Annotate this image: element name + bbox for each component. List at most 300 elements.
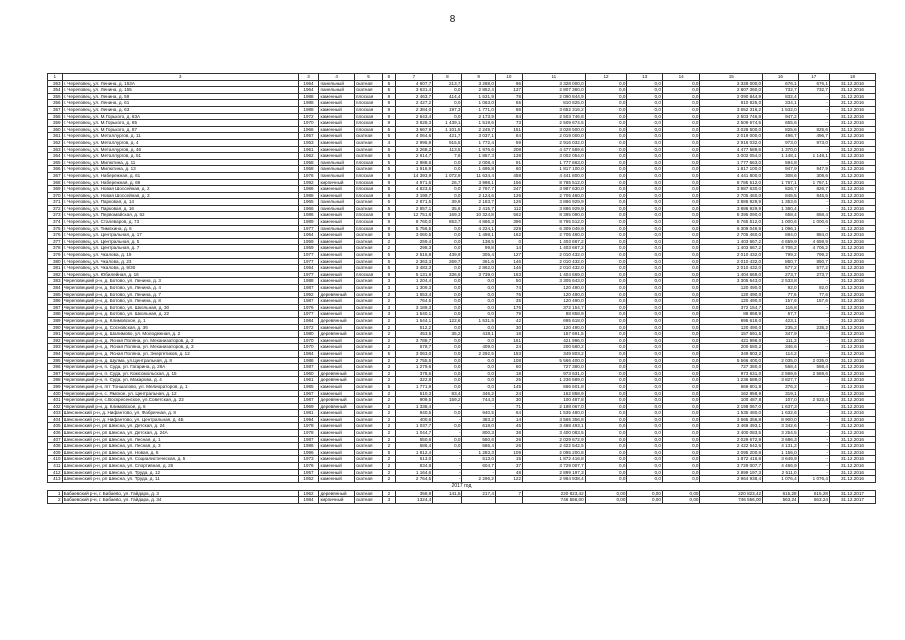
table-cell: 114,2 (763, 350, 799, 357)
table-cell: 5 (383, 252, 396, 259)
table-cell: 354 (48, 87, 63, 94)
table-cell: Череповецкий р-н, п. Суда, ул. Макарова, д. 4 (62, 377, 298, 384)
table-cell (433, 497, 462, 504)
table-cell: 359 (48, 120, 63, 127)
table-cell: 0,0 (627, 456, 663, 463)
table-cell: 0,0 (585, 291, 627, 298)
table-cell: 2 852,4 (462, 87, 495, 94)
column-header: 14 (662, 74, 700, 81)
table-cell: 1964 (298, 87, 319, 94)
table-cell: скатная (354, 298, 382, 305)
table-cell: 2 (383, 416, 396, 423)
table-cell: 2 767,7 (462, 186, 495, 193)
table-cell: 3 729 007,7 (523, 463, 586, 470)
table-cell: кирпичный (319, 179, 355, 186)
table-cell: г. Череповец, ул. Милютина, д. 11 (62, 159, 298, 166)
table-cell: 1 553,4 (395, 291, 433, 298)
table-cell: 31.12.2016 (829, 317, 875, 324)
table-cell: 3 400 083,5 (523, 430, 586, 437)
table-cell: 1 403 667,2 (523, 245, 586, 252)
table-cell: 4 477 589,6 (523, 146, 586, 153)
table-cell: Череповецкий р-н, д. Ясная Поляна, ул. Энергетиков, д. 12 (62, 350, 298, 357)
table-row (48, 311, 876, 318)
table-cell: 31.12.2017 (829, 497, 875, 504)
table-cell: 372 (48, 205, 63, 212)
table-cell: 368 (48, 179, 63, 186)
table-cell: Череповецкий р-н, д. Ботово, ул. Ленина, д. 4 (62, 285, 298, 292)
table-row (48, 199, 876, 206)
table-cell: каменный (319, 100, 355, 107)
table-cell: плоская (354, 186, 382, 193)
table-cell: 376 (48, 232, 63, 239)
table-cell: 2 173,9 (462, 113, 495, 120)
table-cell: 3 667,9 (395, 126, 433, 133)
table-cell: 64 (495, 410, 522, 417)
table-cell: 120 490,0 (700, 285, 763, 292)
table-cell: 0,0 (433, 364, 462, 371)
table-row (48, 106, 876, 113)
table-cell: г. Череповец, ул. М.Горького, д. 83А (62, 113, 298, 120)
table-cell: 0,0 (585, 278, 627, 285)
table-row (48, 126, 876, 133)
table-cell: панельный (319, 159, 355, 166)
table-cell: 0,0 (627, 403, 663, 410)
table-cell: плоская (354, 271, 382, 278)
table-cell: 369 (48, 186, 63, 193)
table-cell: 86 (495, 106, 522, 113)
table-cell: 3 002 054,0 (523, 153, 586, 160)
table-cell: 31.12.2016 (829, 219, 875, 226)
table-cell: 1 338,4 (395, 403, 433, 410)
table-cell: 0,0 (433, 298, 462, 305)
table-cell: - (798, 331, 829, 338)
table-cell: 1 519,6 (462, 120, 495, 127)
table-cell: 349 803,2 (700, 350, 763, 357)
table-cell: плоская (354, 106, 382, 113)
table-cell: 0,0 (662, 390, 700, 397)
table-cell: 0,0 (662, 350, 700, 357)
table-cell: 1 498,1 (462, 232, 495, 239)
table-cell: каменный (319, 153, 355, 160)
table-cell: каменный (319, 449, 355, 456)
table-cell: 0,0 (627, 383, 663, 390)
table-cell: 0,0 (627, 469, 663, 476)
table-cell: 0,00 (585, 497, 627, 504)
table-cell: 0,0 (627, 350, 663, 357)
table-cell: 408 (48, 443, 63, 450)
table-cell: 25 (495, 377, 522, 384)
table-row (48, 87, 876, 94)
table-cell: 31.12.2016 (829, 364, 875, 371)
table-cell: плоская (354, 219, 382, 226)
table-cell: 0,0 (585, 344, 627, 351)
table-cell: 31.12.2016 (829, 146, 875, 153)
table-cell: 1 535 480,0 (700, 410, 763, 417)
table-cell: 0,0 (433, 436, 462, 443)
table-cell: 0,0 (585, 153, 627, 160)
table-cell: 0,0 (585, 271, 627, 278)
table-cell: 5 566 400,0 (700, 357, 763, 364)
table-cell: 2 (383, 331, 396, 338)
table-cell: 7,8 (433, 153, 462, 160)
table-cell: 372 154,7 (523, 304, 586, 311)
table-cell: скатная (354, 403, 382, 410)
table-cell: 0,0 (662, 430, 700, 437)
table-cell: 1 148,1 (763, 153, 799, 160)
table-cell: 31.12.2016 (829, 232, 875, 239)
table-cell: 2 384,0 (395, 106, 433, 113)
table-cell: плоская (354, 120, 382, 127)
table-cell: 162 858,9 (700, 390, 763, 397)
table-cell: 0,0 (662, 238, 700, 245)
table-cell: 1 236 589,0 (523, 377, 586, 384)
table-cell: - (798, 430, 829, 437)
table-cell: 126 (495, 199, 522, 206)
table-cell: 0,0 (627, 100, 663, 107)
table-cell: 372 154,7 (700, 304, 763, 311)
table-cell: 1 072,9 (433, 172, 462, 179)
table-cell: 1973 (298, 456, 319, 463)
table-cell: 0,0 (627, 337, 663, 344)
table-cell: 0,0 (662, 139, 700, 146)
table-cell: 91 (495, 159, 522, 166)
table-cell: 0,0 (662, 298, 700, 305)
table-cell: 31.12.2016 (829, 449, 875, 456)
table-cell: 3 565 356,8 (523, 416, 586, 423)
table-cell: 386 (48, 298, 63, 305)
table-cell: г. Череповец, ул. Металлургов, д. 51 (62, 153, 298, 160)
table-cell: 396 (495, 219, 522, 226)
table-cell: 0 (495, 238, 522, 245)
table-cell: 0,0 (627, 232, 663, 239)
table-cell: 1976 (298, 463, 319, 470)
table-cell: 1 360,4 (763, 205, 799, 212)
table-cell: г. Череповец, ул. М.Горького, д. 87 (62, 126, 298, 133)
table-cell: Череповецкий р-н, с. Ямское, ул. Центральная, д. 12 (62, 390, 298, 397)
table-cell: скатная (354, 331, 382, 338)
table-cell: 2 183,7 (462, 199, 495, 206)
table-cell: 141,5 (433, 490, 462, 497)
table-cell: 0,0 (433, 186, 462, 193)
table-cell: 30 (495, 397, 522, 404)
table-cell: 1989 (298, 219, 319, 226)
table-cell: деревянный (319, 370, 355, 377)
table-row (48, 390, 876, 397)
table-cell: 2 916 032,0 (700, 139, 763, 146)
table-cell: 1988 (298, 106, 319, 113)
table-cell: 2 427,2 (395, 100, 433, 107)
table-cell: 1 637,3 (763, 403, 799, 410)
table-cell: каменный (319, 192, 355, 199)
table-cell: 799,2 (763, 252, 799, 259)
table-cell: 845,5 (798, 192, 829, 199)
table-cell: 3 028 500,0 (700, 126, 763, 133)
table-cell: 1 531,9 (462, 93, 495, 100)
table-cell: 0,0 (585, 377, 627, 384)
table-cell: 0,0 (627, 377, 663, 384)
table-cell: 0,0 (662, 212, 700, 219)
table-cell: 1 279,6 (395, 364, 433, 371)
table-cell: г. Череповец, ул. Сталеваров, д. 73 (62, 219, 298, 226)
table-cell: 3 305 643,0 (700, 278, 763, 285)
table-cell: 5 (383, 258, 396, 265)
table-cell: плоская (354, 172, 382, 179)
table-cell: 1961 (298, 146, 319, 153)
table-cell: 308,6 (798, 172, 829, 179)
table-cell: 2 857,1 (395, 205, 433, 212)
table-cell: 57,7 (763, 311, 799, 318)
table-cell: 2 807 360,0 (523, 87, 586, 94)
table-cell: 269,7 (433, 258, 462, 265)
table-cell: 0,0 (585, 423, 627, 430)
table-cell: 0,0 (585, 133, 627, 140)
table-cell: 0,0 (627, 126, 663, 133)
table-cell: 0,0 (585, 126, 627, 133)
table-cell: 915,5 (433, 139, 462, 146)
table-cell: 367 (48, 172, 63, 179)
table-cell: 1966 (298, 205, 319, 212)
table-cell: 0,0 (585, 430, 627, 437)
table-cell: 0,0 (662, 476, 700, 483)
table-cell: 1970 (298, 337, 319, 344)
table-cell: 0,0 (627, 113, 663, 120)
table-cell: 146 (495, 258, 522, 265)
table-cell: 113,5 (433, 146, 462, 153)
table-cell: 2 (383, 456, 396, 463)
table-cell: 764,5 (395, 298, 433, 305)
table-cell: 1 767,1 (763, 179, 799, 186)
table-cell: 0,0 (433, 192, 462, 199)
table-cell: 0,0 (585, 383, 627, 390)
table-cell: каменный (319, 324, 355, 331)
table-cell: 159,2 (433, 397, 462, 404)
table-cell: 658,4 (798, 212, 829, 219)
table-cell: 1 000,6 (763, 219, 799, 226)
table-cell: 0,0 (462, 383, 495, 390)
table-cell: 1988 (298, 278, 319, 285)
table-cell: 379 (48, 252, 63, 259)
table-cell: 2 (383, 245, 396, 252)
table-cell: 0,0 (627, 291, 663, 298)
table-cell: Череповецкий р-н, д. Ботово, ул. Школьная, д. 22 (62, 311, 298, 318)
table-cell: 411 (48, 463, 63, 470)
table-cell: 3 (383, 304, 396, 311)
table-cell: 197,3 (433, 106, 462, 113)
table-cell: 0,0 (585, 113, 627, 120)
table-cell: 31.12.2016 (829, 186, 875, 193)
table-cell: 0,0 (662, 258, 700, 265)
table-cell: скатная (354, 265, 382, 272)
table-cell: 402 (48, 403, 63, 410)
table-cell: 9 (383, 113, 396, 120)
table-cell: 0,0 (585, 456, 627, 463)
table-cell: Череповецкий р-н, д. Ботово, ул. Школьная, д. 30 (62, 304, 298, 311)
table-cell: 1958 (298, 159, 319, 166)
table-cell: 376,2 (763, 383, 799, 390)
table-cell: 1980 (298, 331, 319, 338)
table-cell: 0,0 (627, 436, 663, 443)
table-cell: 112 (495, 205, 522, 212)
table-cell: - (798, 225, 829, 232)
table-cell: 1 544,1 (395, 317, 433, 324)
table-cell: 3 998,1 (462, 179, 495, 186)
table-cell: 0,0 (627, 93, 663, 100)
table-cell: скатная (354, 364, 382, 371)
table-cell: 2 964 938,4 (700, 476, 763, 483)
table-cell: 9 (383, 120, 396, 127)
table-cell: 0,0 (585, 100, 627, 107)
table-cell: 3 886 929,9 (523, 205, 586, 212)
table-cell: скатная (354, 469, 382, 476)
table-row (48, 463, 876, 470)
table-cell: 2 463,7 (395, 93, 433, 100)
table-cell: скатная (354, 317, 382, 324)
table-cell: 3 729 007,7 (700, 463, 763, 470)
table-cell: 31.12.2016 (829, 463, 875, 470)
table-cell: каменный (319, 113, 355, 120)
table-cell: 0,0 (433, 344, 462, 351)
table-cell: 0,0 (662, 410, 700, 417)
table-cell: г. Череповец, ул. М.Горького, д. 85 (62, 120, 298, 127)
column-header: 13 (627, 74, 663, 81)
table-cell: 973,0 (763, 139, 799, 146)
table-cell: 825,6 (798, 126, 829, 133)
table-cell: 8 785 512,0 (523, 179, 586, 186)
table-cell: - (798, 456, 829, 463)
table-cell: каменный (319, 337, 355, 344)
table-cell: 349 803,2 (523, 350, 586, 357)
table-cell: 0,0 (585, 219, 627, 226)
table-cell: Череповецкий р-н, д. Климовское, д. 1 (62, 317, 298, 324)
table-cell: 3 987 630,0 (523, 186, 586, 193)
table-cell: 9 (383, 271, 396, 278)
table-cell: 1987 (298, 298, 319, 305)
table-cell: 0,0 (585, 106, 627, 113)
table-cell: Бабаевский р-н, г. Бабаево, ул. Гайдара, д. 34 (62, 497, 298, 504)
table-cell: 0,0 (462, 304, 495, 311)
table-cell: 336,6 (433, 271, 462, 278)
table-cell: 107,0 (763, 397, 799, 404)
table-cell: 655,6 (763, 120, 799, 127)
table-cell: 744,3 (462, 397, 495, 404)
table-row (48, 357, 876, 364)
table-cell: 0,0 (585, 146, 627, 153)
table-cell: - (798, 383, 829, 390)
table-cell: 1 063,0 (462, 100, 495, 107)
table-cell: 727 380,0 (700, 364, 763, 371)
table-cell: 259,4 (395, 238, 433, 245)
table-cell: 666 601,8 (523, 383, 586, 390)
table-cell: скатная (354, 324, 382, 331)
table-cell: 31.12.2016 (829, 357, 875, 364)
table-cell: скатная (354, 133, 382, 140)
table-cell: 594,8 (763, 159, 799, 166)
table-cell: 0,0 (627, 172, 663, 179)
table-cell: 126 (495, 192, 522, 199)
table-cell: 31.12.2016 (829, 113, 875, 120)
table-cell: каменный (319, 476, 355, 483)
table-cell: 0,0 (433, 324, 462, 331)
table-cell: 0,0 (627, 317, 663, 324)
table-cell: 0,0 (585, 252, 627, 259)
table-cell: 0,0 (585, 443, 627, 450)
table-cell: 973 631,0 (523, 370, 586, 377)
table-cell: 404 (48, 416, 63, 423)
table-cell: 3 288,0 (462, 80, 495, 87)
table-cell: 0,0 (627, 370, 663, 377)
table-cell: 31.12.2016 (829, 311, 875, 318)
table-cell: 235,2 (798, 324, 829, 331)
table-cell: 0,0 (662, 113, 700, 120)
table-cell: 334,1 (763, 100, 799, 107)
table-cell: 2 (383, 337, 396, 344)
table-row (48, 430, 876, 437)
table-cell: - (433, 449, 462, 456)
table-cell: 3 886 929,9 (700, 199, 763, 206)
table-cell: 390 (48, 324, 63, 331)
table-cell: 5 (383, 153, 396, 160)
table-cell: кирпичный (319, 497, 355, 504)
table-cell: 65 (495, 100, 522, 107)
table-cell: 0,0 (662, 443, 700, 450)
table-cell: 1970 (298, 120, 319, 127)
table-cell: 853,7 (433, 219, 462, 226)
table-row (48, 172, 876, 179)
table-cell: - (433, 416, 462, 423)
table-cell: 618,0 (462, 423, 495, 430)
table-cell: 355 (48, 93, 63, 100)
table-cell: Шекснинский р-н, рп Шексна, ул. Труда, д. 11 (62, 476, 298, 483)
table-cell: 0,0 (627, 139, 663, 146)
table-cell: 0,0 (433, 232, 462, 239)
section-label: 2017 год (48, 482, 876, 490)
table-cell: каменный (319, 423, 355, 430)
table-cell: 2 296,2 (462, 476, 495, 483)
table-cell: 5 (383, 146, 396, 153)
table-cell: каменный (319, 298, 355, 305)
table-cell: 2 755,5 (395, 357, 433, 364)
table-cell: 60 (495, 364, 522, 371)
table-cell: 3 400 083,5 (700, 430, 763, 437)
table-cell: 0,0 (662, 364, 700, 371)
table-cell: 31.12.2016 (829, 285, 875, 292)
table-cell: 14 393,9 (395, 172, 433, 179)
table-cell: 413 (48, 476, 63, 483)
table-cell: 0,0 (627, 219, 663, 226)
table-cell: 358 (48, 113, 63, 120)
table-cell: 0,0 (585, 436, 627, 443)
table-cell: 1962 (298, 153, 319, 160)
table-cell: скатная (354, 304, 382, 311)
table-cell: 156 (495, 179, 522, 186)
table-cell: 401 (48, 397, 63, 404)
table-cell: 940,5 (462, 410, 495, 417)
table-row (48, 443, 876, 450)
column-number-header (48, 74, 876, 81)
table-cell: 83,4 (433, 390, 462, 397)
table-cell: - (798, 100, 829, 107)
table-cell: 31.12.2016 (829, 390, 875, 397)
table-row (48, 324, 876, 331)
table-row (48, 278, 876, 285)
table-cell: 0,0 (462, 278, 495, 285)
table-cell: 385 (48, 291, 63, 298)
table-cell: 0,0 (585, 80, 627, 87)
table-cell: каменный (319, 265, 355, 272)
table-cell: 2 (383, 370, 396, 377)
table-cell: г. Череповец, ул. Набережная, д. 69 (62, 179, 298, 186)
table-cell: 746 556,00 (523, 497, 586, 504)
